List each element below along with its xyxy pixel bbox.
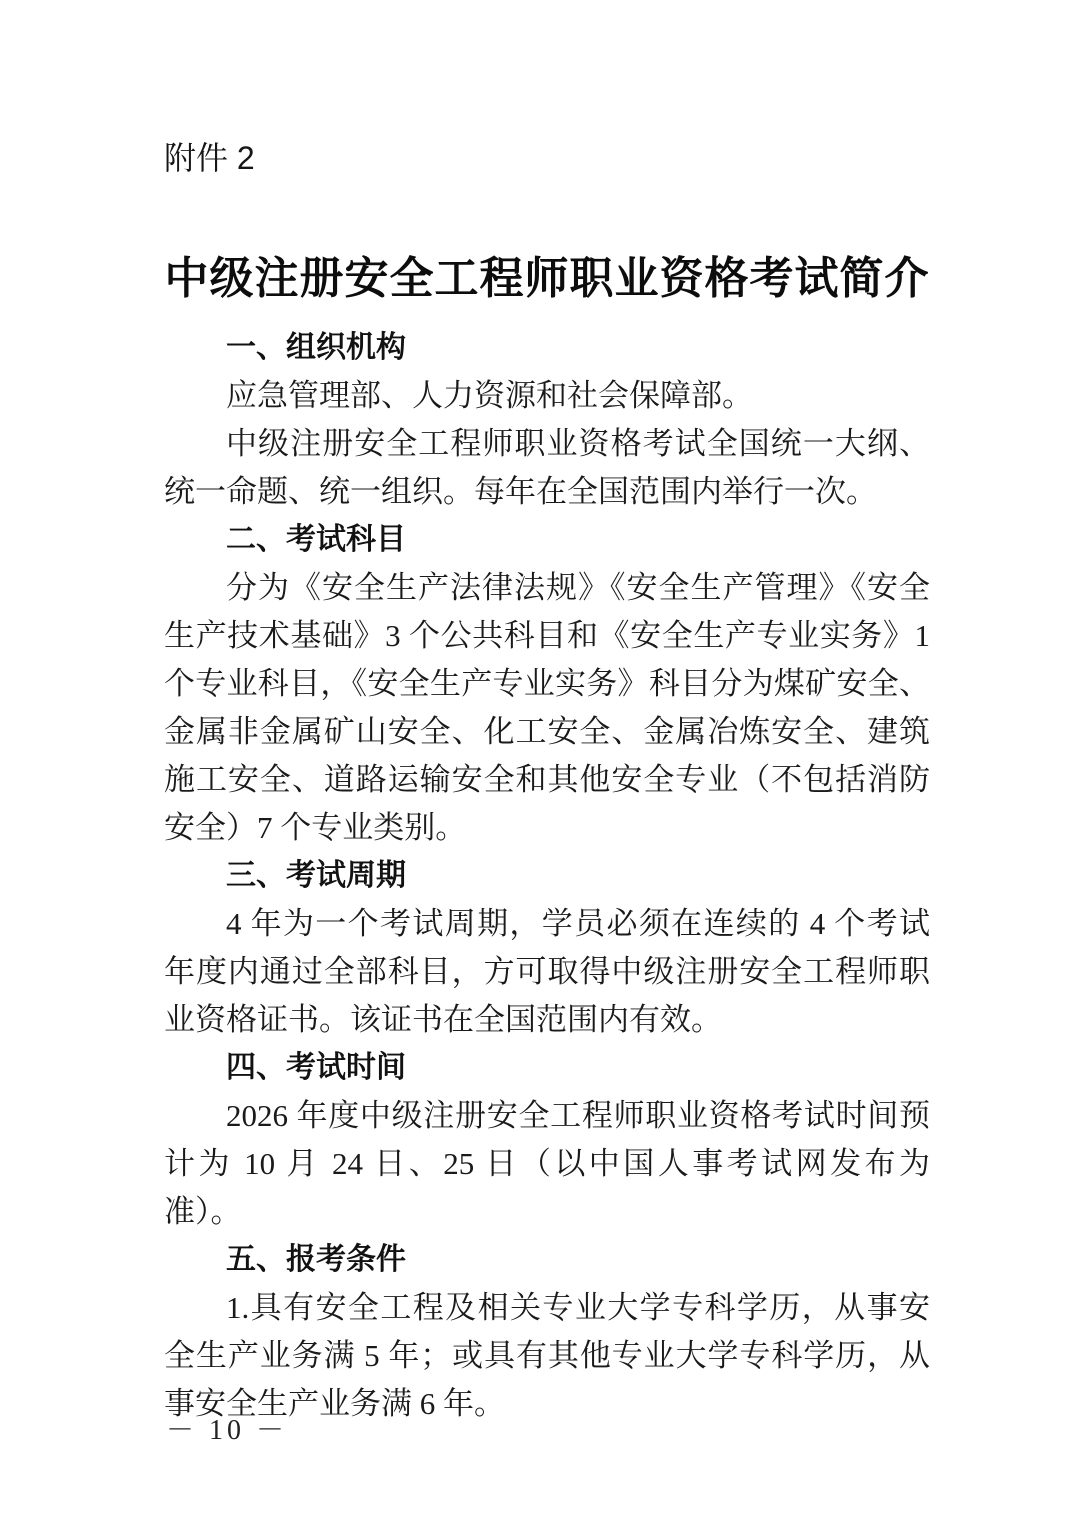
paragraph: 应急管理部、人力资源和社会保障部。 bbox=[226, 378, 753, 413]
document-body bbox=[164, 324, 930, 1428]
section-body bbox=[164, 1284, 930, 1428]
section-heading: 三、考试周期 bbox=[226, 859, 406, 892]
paragraph: 4 年为一个考试周期，学员必须在连续的 4 个考试年度内通过全部科目，方可取得中级注册安全工程师职业资格证书。该证书在全国范围内有效。 bbox=[164, 906, 930, 1037]
paragraph: 2026 年度中级注册安全工程师职业资格考试时间预计为 10 月 24 日、25 日（以中国人事考试网发布为准）。 bbox=[164, 1098, 930, 1229]
section-heading: 一、组织机构 bbox=[226, 331, 406, 364]
document-section bbox=[164, 1044, 930, 1236]
attachment-label: 附件 2 bbox=[164, 140, 255, 176]
section-heading: 五、报考条件 bbox=[226, 1243, 406, 1276]
section-body bbox=[164, 1092, 930, 1236]
section-heading: 四、考试时间 bbox=[226, 1051, 406, 1084]
section-body bbox=[164, 564, 930, 852]
paragraph: 分为《安全生产法律法规》《安全生产管理》《安全生产技术基础》3 个公共科目和《安全生产专业实务》1 个专业科目，《安全生产专业实务》科目分为煤矿安全、金属非金属矿山安全、化工安全、金属冶炼安全、建筑施工安全、道路运输安全和其他安全专业（不包括消防安全）7 个专业类别。 bbox=[164, 570, 930, 845]
section-body bbox=[164, 372, 930, 516]
section-heading: 二、考试科目 bbox=[226, 523, 406, 556]
paragraph: 中级注册安全工程师职业资格考试全国统一大纲、统一命题、统一组织。每年在全国范围内举行一次。 bbox=[164, 426, 930, 509]
page-number: － 10 － bbox=[166, 1415, 289, 1446]
document-title: 中级注册安全工程师职业资格考试简介 bbox=[164, 254, 930, 304]
paragraph: 1.具有安全工程及相关专业大学专科学历，从事安全生产业务满 5 年；或具有其他专业大学专科学历，从事安全生产业务满 6 年。 bbox=[164, 1290, 930, 1421]
document-section bbox=[164, 516, 930, 852]
document-section bbox=[164, 852, 930, 1044]
section-body bbox=[164, 900, 930, 1044]
document-section bbox=[164, 1236, 930, 1428]
document-section bbox=[164, 324, 930, 516]
